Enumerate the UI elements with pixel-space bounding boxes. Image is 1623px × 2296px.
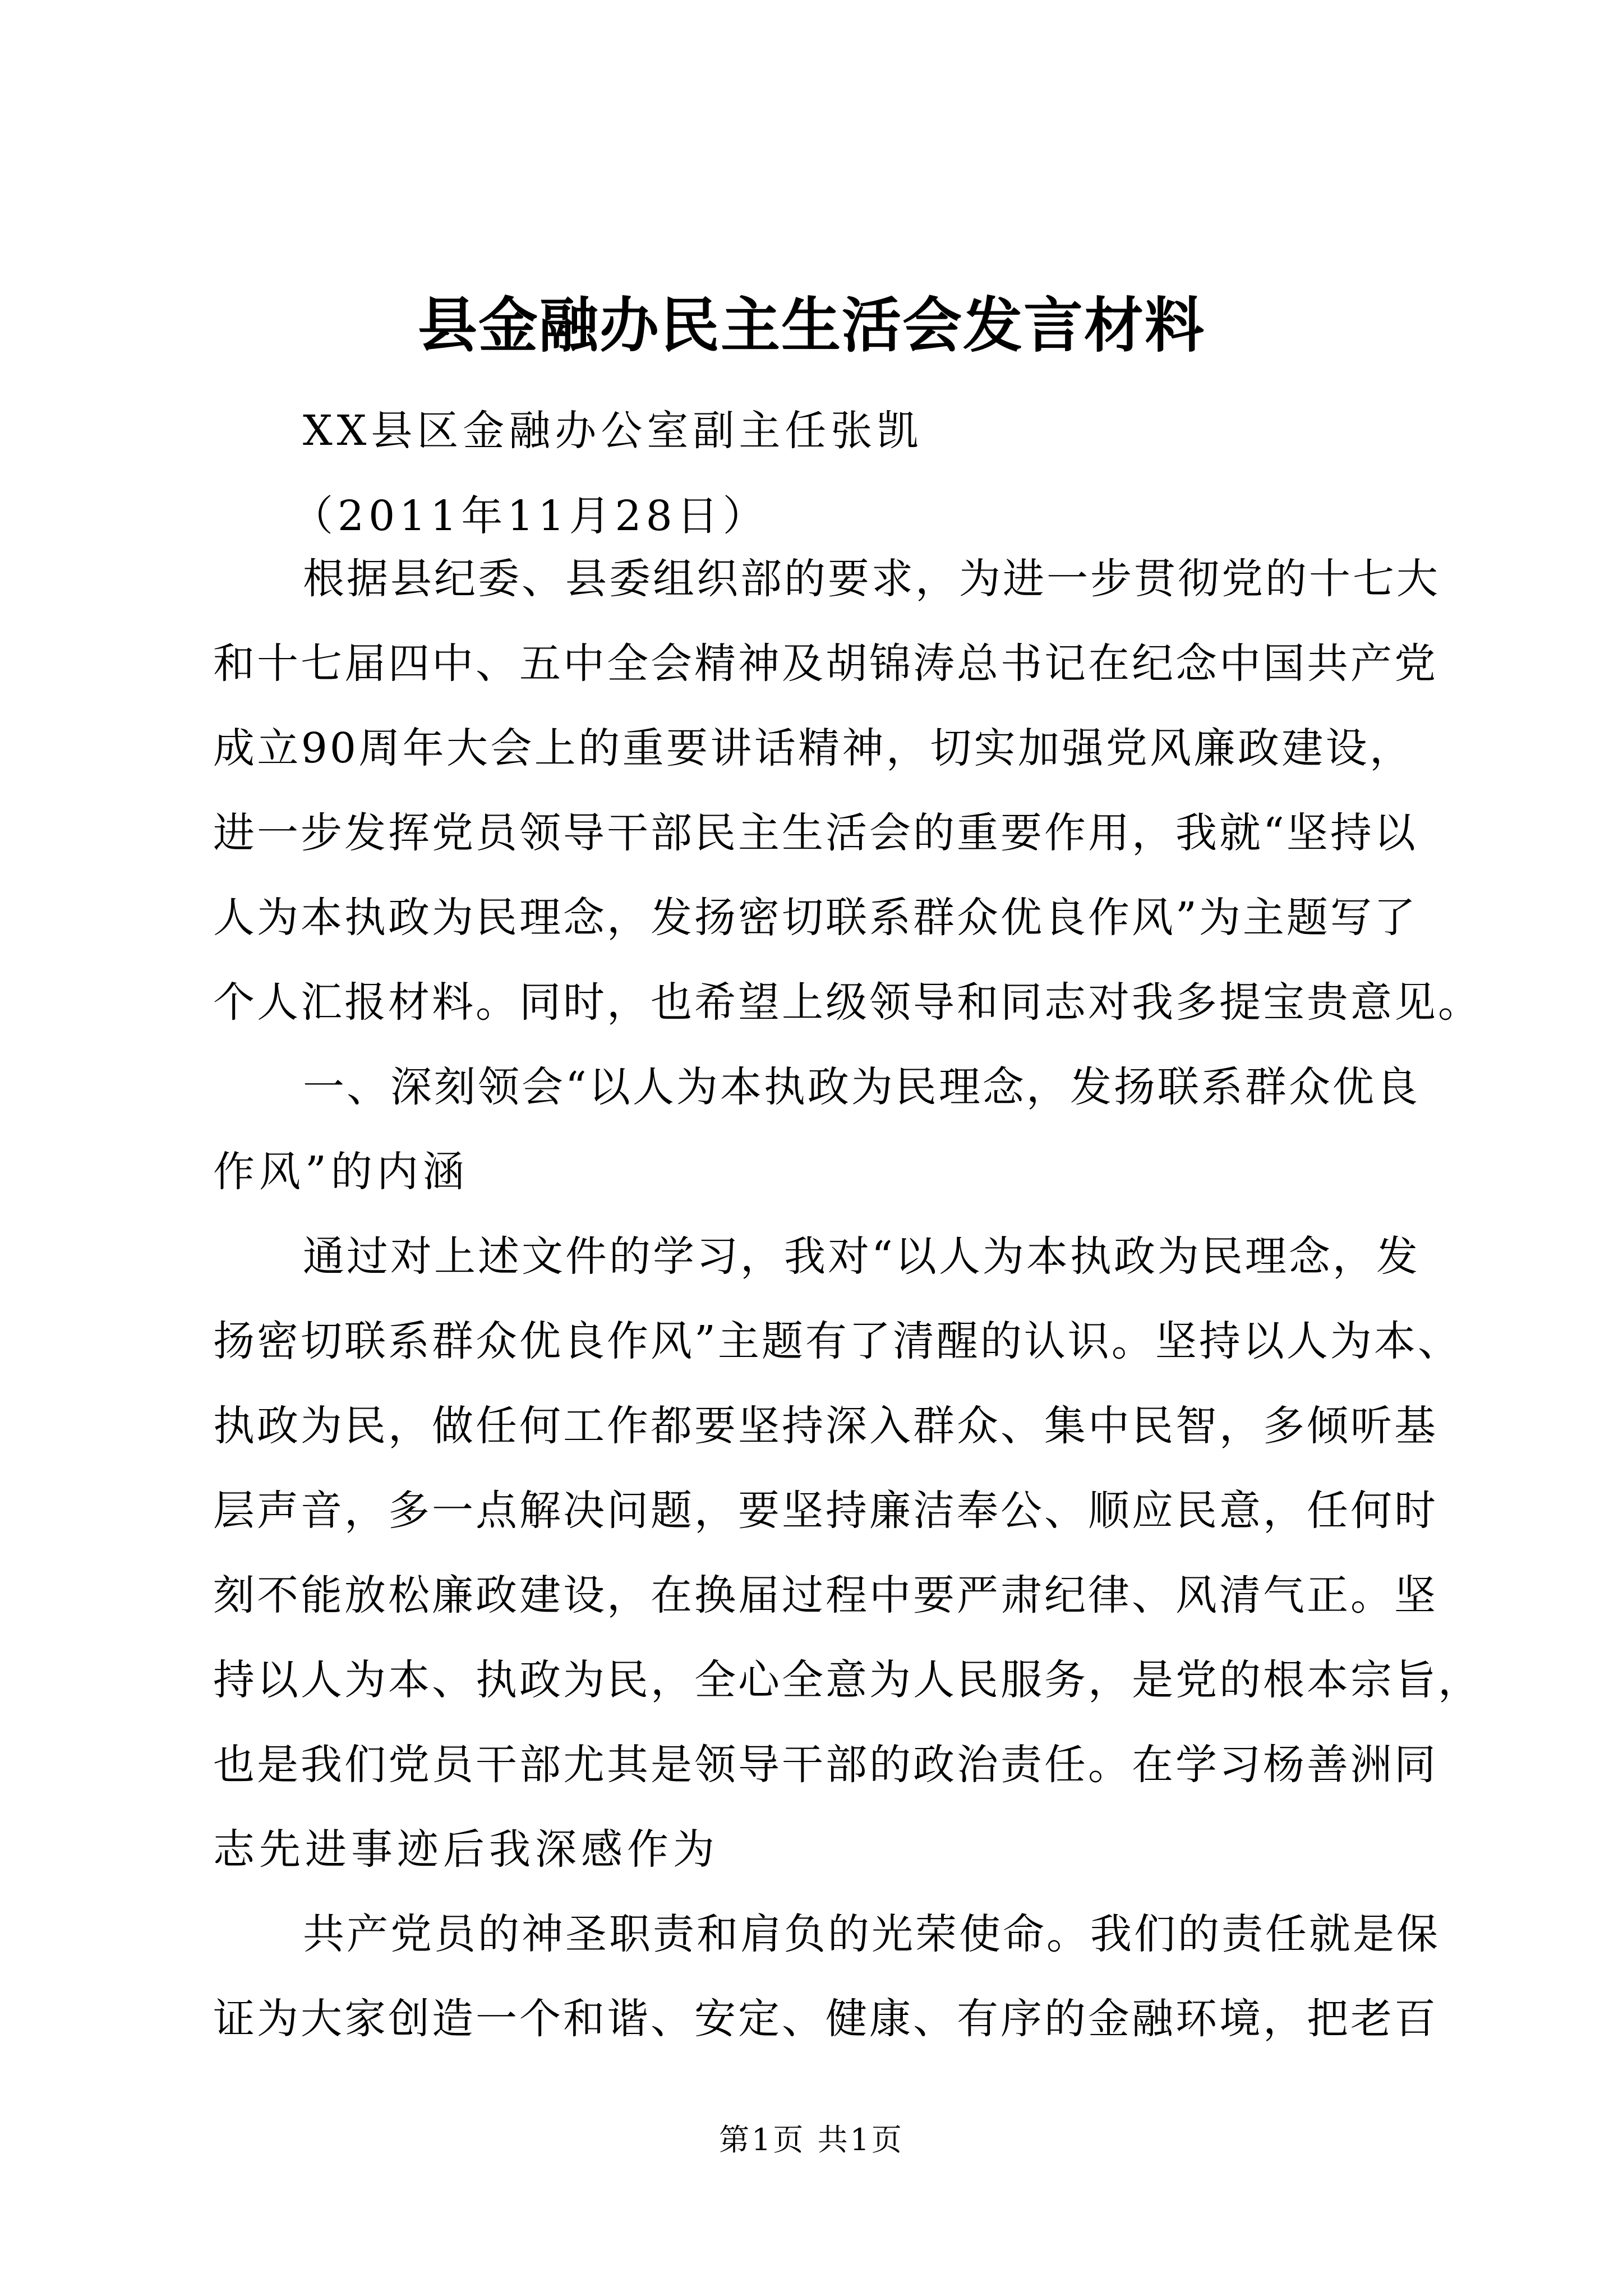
body-line: 共产党员的神圣职责和肩负的光荣使命。我们的责任就是保 (303, 1910, 1440, 1958)
document-title: 县金融办民主生活会发言材料 (418, 290, 1205, 360)
body-line: 和十七届四中、五中全会精神及胡锦涛总书记在纪念中国共产党 (213, 639, 1438, 688)
body-line: 也是我们党员干部尤其是领导干部的政治责任。在学习杨善洲同 (213, 1741, 1438, 1789)
body-line: 证为大家创造一个和谐、安定、健康、有序的金融环境，把老百 (213, 1995, 1438, 2043)
body-line: 志先进事迹后我深感作为 (213, 1825, 719, 1874)
body-line: 通过对上述文件的学习，我对“以人为本执政为民理念，发 (303, 1232, 1420, 1281)
body-line: 层声音，多一点解决问题，要坚持廉洁奉公、顺应民意，任何时 (213, 1487, 1438, 1535)
body-line: 根据县纪委、县委组织部的要求，为进一步贯彻党的十七大 (303, 555, 1440, 603)
body-line: 刻不能放松廉政建设，在换届过程中要严肃纪律、风清气正。坚 (213, 1571, 1438, 1619)
body-line: 扬密切联系群众优良作风”主题有了清醒的认识。坚持以人为本、 (213, 1317, 1461, 1365)
body-line: 进一步发挥党员领导干部民主生活会的重要作用，我就“坚持以 (213, 809, 1418, 857)
page-number-footer: 第1页 共1页 (719, 2122, 904, 2157)
section-heading: 作风”的内涵 (213, 1148, 469, 1196)
body-line: 个人汇报材料。同时，也希望上级领导和同志对我多提宝贵意见。 (213, 978, 1482, 1027)
date-line: （2011年11月28日） (292, 492, 769, 540)
author-line: XX县区金融办公室副主任张凯 (303, 407, 923, 455)
body-line: 执政为民，做任何工作都要坚持深入群众、集中民智，多倾听基 (213, 1402, 1438, 1450)
section-heading: 一、深刻领会“以人为本执政为民理念，发扬联系群众优良 (303, 1063, 1420, 1111)
body-line: 成立90周年大会上的重要讲话精神，切实加强党风廉政建设， (213, 724, 1413, 772)
body-line: 人为本执政为民理念，发扬密切联系群众优良作风”为主题写了 (213, 894, 1418, 942)
body-line: 持以人为本、执政为民，全心全意为人民服务，是党的根本宗旨， (213, 1656, 1482, 1704)
